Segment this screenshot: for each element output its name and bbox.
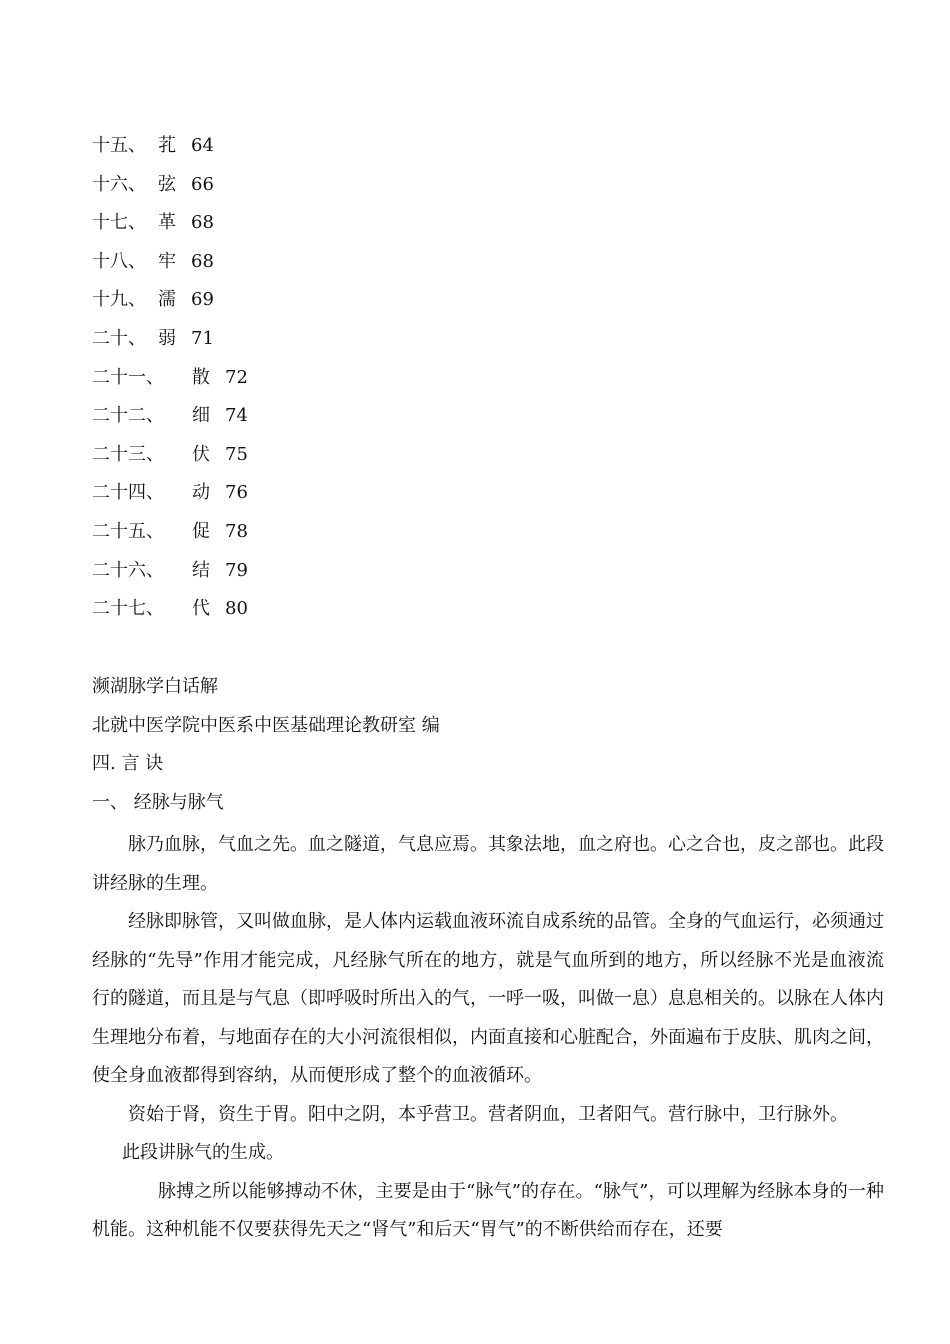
toc-title: 伏 <box>192 443 210 465</box>
toc-page: 72 <box>225 366 248 388</box>
toc-row <box>92 478 492 517</box>
toc-page: 71 <box>191 327 214 349</box>
book-editor: 北就中医学院中医系中医基础理论教研室 编 <box>92 714 440 736</box>
toc-title: 弦 <box>158 173 176 195</box>
toc-page: 78 <box>225 520 248 542</box>
toc-number: 二十三、 <box>92 443 164 465</box>
toc-page: 79 <box>225 559 248 581</box>
toc-row <box>92 363 492 402</box>
toc-title: 结 <box>192 559 210 581</box>
toc-row <box>92 556 492 595</box>
toc-page: 68 <box>191 250 214 272</box>
toc-title: 芤 <box>158 135 176 156</box>
toc-number: 二十二、 <box>92 405 164 427</box>
toc-page: 74 <box>225 405 248 427</box>
toc-title: 革 <box>158 212 176 234</box>
paragraph-explanation-2: 脉搏之所以能够搏动不休，主要是由于“脉气”的存在。“脉气”，可以理解为经脉本身的一种机能。这种机能不仅要获得先天之“肾气”和后天“胃气”的不断供给而存在，还要 <box>92 1180 884 1240</box>
toc-title: 细 <box>192 405 210 427</box>
toc-row <box>92 285 492 324</box>
toc-number: 十九、 <box>92 289 146 311</box>
toc-page: 80 <box>225 598 248 620</box>
subsection-heading: 一、 经脉与脉气 <box>92 791 224 813</box>
toc-row <box>92 594 492 633</box>
toc-page: 66 <box>191 173 214 195</box>
toc-title: 濡 <box>158 289 176 311</box>
toc-title: 动 <box>192 482 210 504</box>
toc-row <box>92 131 492 170</box>
body-text <box>92 672 884 1250</box>
paragraph-note-2: 此段讲脉气的生成。 <box>122 1142 284 1163</box>
toc-row <box>92 208 492 247</box>
toc-title: 代 <box>192 598 210 620</box>
paragraph-verse-1: 脉乃血脉，气血之先。血之隧道，气息应焉。其象法地，血之府也。心之合也，皮之部也。此段讲经脉的生理。 <box>92 834 884 894</box>
toc-number: 十六、 <box>92 173 146 195</box>
toc-number: 二十七、 <box>92 598 164 620</box>
toc-page: 68 <box>191 212 214 234</box>
toc-page: 75 <box>225 443 248 465</box>
toc-row <box>92 170 492 209</box>
toc-title: 促 <box>192 520 210 542</box>
toc-number: 十八、 <box>92 250 146 272</box>
toc-page: 64 <box>191 135 214 156</box>
toc-number: 十七、 <box>92 212 146 234</box>
toc-title: 牢 <box>158 250 176 272</box>
toc-row <box>92 247 492 286</box>
toc-row <box>92 401 492 440</box>
table-of-contents <box>92 131 492 633</box>
toc-page: 76 <box>225 482 248 504</box>
paragraph-explanation-1: 经脉即脉管，又叫做血脉，是人体内运载血液环流自成系统的品管。全身的气血运行，必须通过经脉的“先导”作用才能完成，凡经脉气所在的地方，就是气血所到的地方，所以经脉不光是血液流行的隧道，而且是与气息（即呼吸时所出入的气，一呼一吸，叫做一息）息息相关的。以脉在人体内生理地分布着，与地面存在的大小河流很相似，内面直接和心脏配合，外面遍布于皮肤、肌肉之间，使全身血液都得到容纳，从而便形成了整个的血液循环。 <box>92 911 884 1086</box>
toc-number: 二十一、 <box>92 366 164 388</box>
toc-page: 69 <box>191 289 214 311</box>
toc-number: 十五、 <box>92 135 146 156</box>
toc-row <box>92 440 492 479</box>
book-title: 濒湖脉学白话解 <box>92 676 218 697</box>
toc-number: 二十四、 <box>92 482 164 504</box>
paragraph-verse-2: 资始于肾，资生于胃。阳中之阴，本乎营卫。营者阴血，卫者阳气。营行脉中，卫行脉外。 <box>128 1103 848 1125</box>
toc-number: 二十五、 <box>92 520 164 542</box>
toc-number: 二十六、 <box>92 559 164 581</box>
toc-title: 弱 <box>158 327 176 349</box>
toc-number: 二十、 <box>92 327 146 349</box>
toc-title: 散 <box>192 366 210 388</box>
toc-row <box>92 517 492 556</box>
toc-row <box>92 324 492 363</box>
section-heading: 四. 言 诀 <box>92 753 164 774</box>
